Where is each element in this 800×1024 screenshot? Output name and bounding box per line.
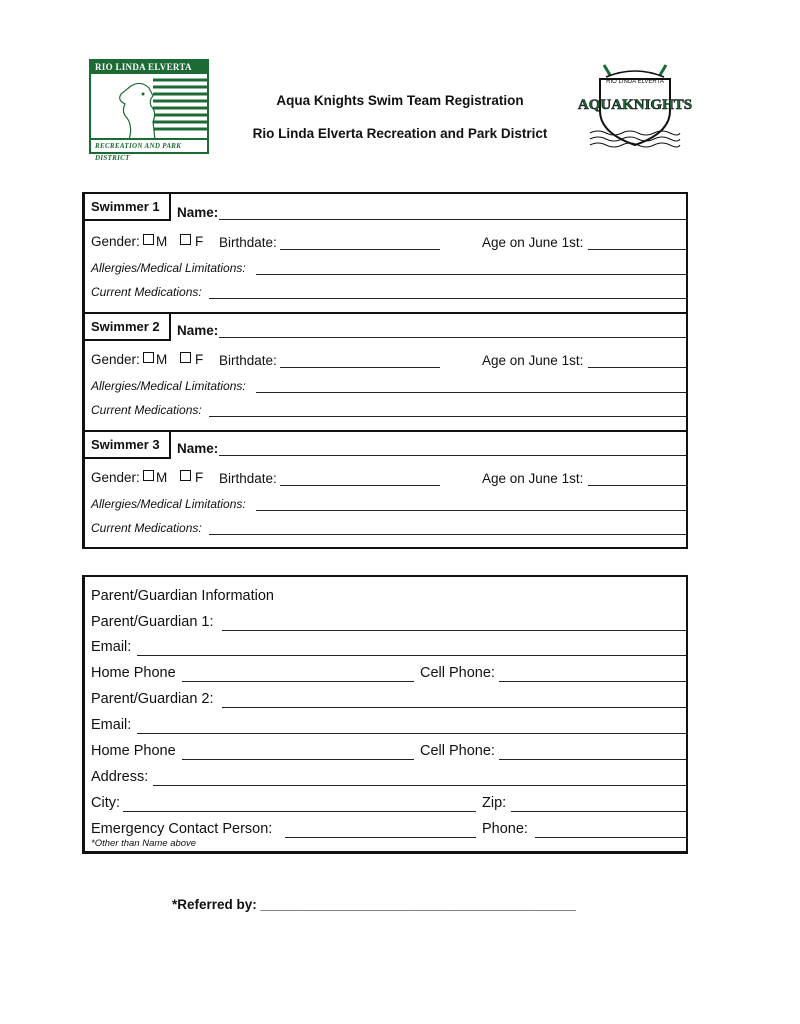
- aqua-knights-logo-text: AQUAKNIGHTS: [577, 97, 693, 113]
- swimmer-tag: Swimmer 2: [85, 314, 171, 341]
- zip-label: Zip:: [482, 795, 507, 811]
- cell-phone-label: Cell Phone:: [420, 665, 495, 681]
- female-checkbox[interactable]: [180, 470, 191, 481]
- name-label: Name:: [177, 441, 219, 456]
- referred-by[interactable]: *Referred by: __________________________________________: [172, 897, 576, 912]
- swimmer-tag: Swimmer 1: [85, 194, 171, 221]
- city-field[interactable]: [123, 811, 476, 812]
- aqua-knights-logo: [577, 59, 693, 157]
- allergies-field[interactable]: [256, 510, 686, 511]
- cell-phone-field[interactable]: [499, 759, 686, 760]
- name-field[interactable]: [219, 219, 686, 220]
- allergies-label: Allergies/Medical Limitations:: [91, 497, 246, 511]
- age-label: Age on June 1st:: [482, 353, 584, 368]
- age-field[interactable]: [588, 249, 686, 250]
- female-label: F: [195, 234, 204, 249]
- address-label: Address:: [91, 769, 149, 785]
- male-checkbox[interactable]: [143, 352, 154, 363]
- emergency-contact-field[interactable]: [285, 837, 476, 838]
- allergies-field[interactable]: [256, 274, 686, 275]
- medications-label: Current Medications:: [91, 521, 202, 535]
- male-label: M: [156, 234, 168, 249]
- age-field[interactable]: [588, 485, 686, 486]
- allergies-field[interactable]: [256, 392, 686, 393]
- age-field[interactable]: [588, 367, 686, 368]
- medications-field[interactable]: [209, 534, 686, 535]
- email-field[interactable]: [137, 733, 686, 734]
- medications-label: Current Medications:: [91, 403, 202, 417]
- medications-field[interactable]: [209, 298, 686, 299]
- guardian2-field[interactable]: [222, 707, 686, 708]
- emergency-contact-label: Emergency Contact Person:: [91, 821, 273, 837]
- birthdate-field[interactable]: [280, 249, 440, 250]
- parent-section: [82, 575, 688, 854]
- email-label: Email:: [91, 717, 132, 733]
- cell-phone-field[interactable]: [499, 681, 686, 682]
- male-label: M: [156, 352, 168, 367]
- swimmer-section: [82, 192, 688, 549]
- female-checkbox[interactable]: [180, 352, 191, 363]
- birthdate-field[interactable]: [280, 485, 440, 486]
- guardian1-field[interactable]: [222, 630, 686, 631]
- address-field[interactable]: [153, 785, 686, 786]
- gender-label: Gender:: [91, 352, 140, 367]
- birthdate-field[interactable]: [280, 367, 440, 368]
- zip-field[interactable]: [511, 811, 686, 812]
- home-phone-field[interactable]: [182, 681, 414, 682]
- aqua-knights-shield-icon: [577, 59, 693, 157]
- city-label: City:: [91, 795, 120, 811]
- swimmer-block-1: [85, 194, 686, 312]
- gender-label: Gender:: [91, 470, 140, 485]
- district-logo-bottom-text: RECREATION AND PARK DISTRICT: [91, 138, 207, 152]
- swimmer-block-3: [85, 432, 686, 550]
- female-label: F: [195, 470, 204, 485]
- male-checkbox[interactable]: [143, 234, 154, 245]
- male-label: M: [156, 470, 168, 485]
- email-label: Email:: [91, 639, 132, 655]
- medications-field[interactable]: [209, 416, 686, 417]
- birthdate-label: Birthdate:: [219, 235, 277, 250]
- name-label: Name:: [177, 323, 219, 338]
- home-phone-label: Home Phone: [91, 665, 176, 681]
- guardian1-label: Parent/Guardian 1:: [91, 614, 214, 630]
- birthdate-label: Birthdate:: [219, 353, 277, 368]
- swimmer-tag: Swimmer 3: [85, 432, 171, 459]
- name-field[interactable]: [219, 337, 686, 338]
- medications-label: Current Medications:: [91, 285, 202, 299]
- emergency-phone-field[interactable]: [535, 837, 686, 838]
- allergies-label: Allergies/Medical Limitations:: [91, 261, 246, 275]
- birthdate-label: Birthdate:: [219, 471, 277, 486]
- emergency-phone-label: Phone:: [482, 821, 528, 837]
- swimmer-block-2: [85, 314, 686, 432]
- cell-phone-label: Cell Phone:: [420, 743, 495, 759]
- guardian2-label: Parent/Guardian 2:: [91, 691, 214, 707]
- page-title: Aqua Knights Swim Team Registration: [276, 93, 524, 108]
- female-checkbox[interactable]: [180, 234, 191, 245]
- female-label: F: [195, 352, 204, 367]
- home-phone-field[interactable]: [182, 759, 414, 760]
- male-checkbox[interactable]: [143, 470, 154, 481]
- aqua-knights-logo-small-text: RIO LINDA ELVERTA: [606, 79, 664, 85]
- name-label: Name:: [177, 205, 219, 220]
- page-subtitle: Rio Linda Elverta Recreation and Park District: [252, 126, 548, 141]
- email-field[interactable]: [137, 655, 686, 656]
- age-label: Age on June 1st:: [482, 471, 584, 486]
- home-phone-label: Home Phone: [91, 743, 176, 759]
- district-logo-top-text: RIO LINDA ELVERTA: [91, 61, 207, 74]
- parent-heading: Parent/Guardian Information: [91, 588, 274, 604]
- age-label: Age on June 1st:: [482, 235, 584, 250]
- name-field[interactable]: [219, 455, 686, 456]
- gender-label: Gender:: [91, 234, 140, 249]
- allergies-label: Allergies/Medical Limitations:: [91, 379, 246, 393]
- emergency-note: *Other than Name above: [91, 838, 197, 849]
